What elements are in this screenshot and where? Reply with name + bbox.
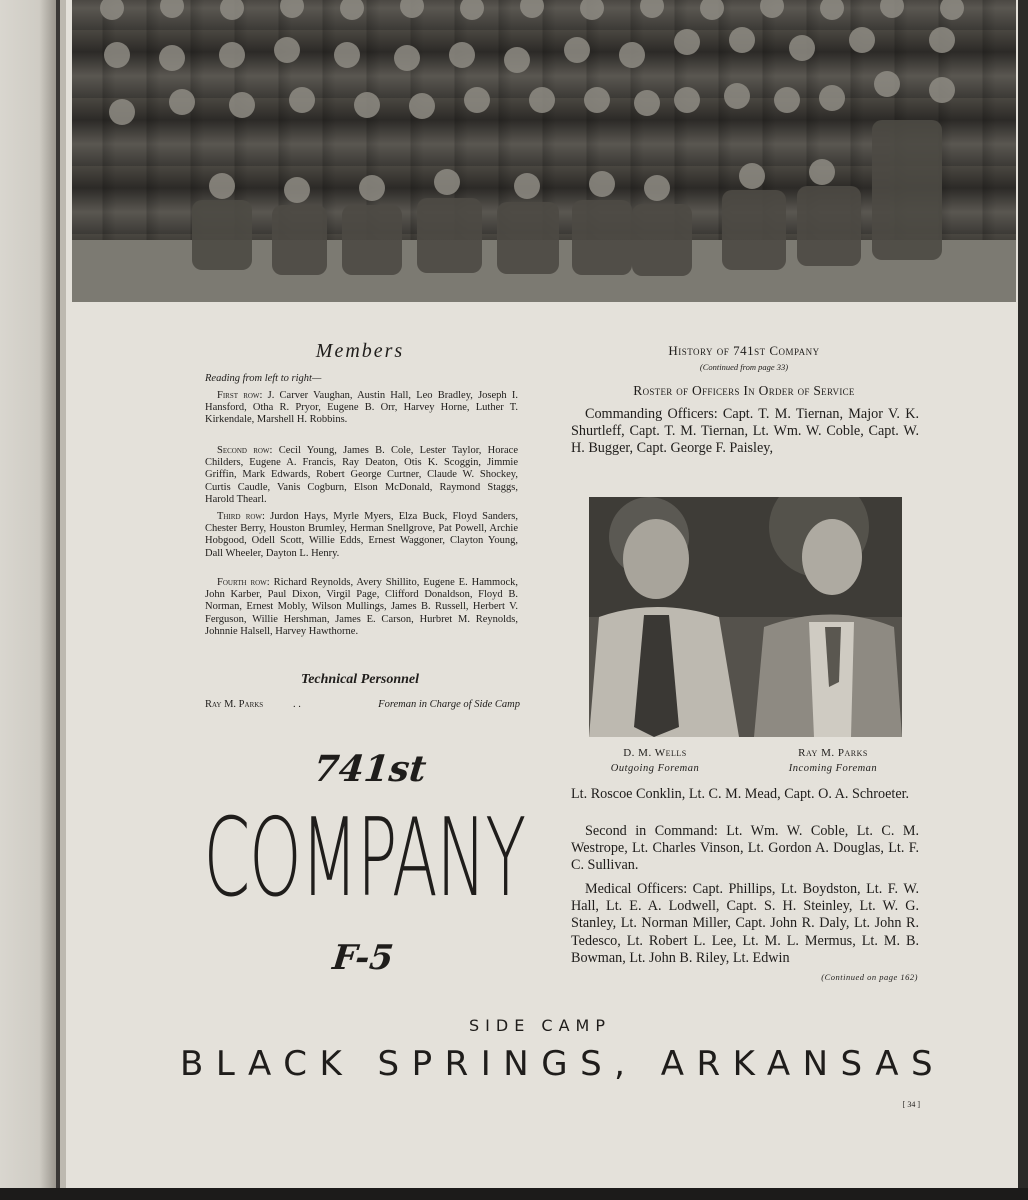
leader-dots: . . <box>293 699 301 710</box>
second-row-label: Second row: <box>217 445 273 456</box>
third-row-text: Jurdon Hays, Myrle Myers, Elza Buck, Floyd Sanders, Chester Berry, Houston Brumley, Herman Snellgrove, Pat Powell, Archie Hobgood, Odell Scott, Willie Edds, Ernest Waggoner, Clayton Young, Dall Wheeler, Dayton L. Henry. <box>205 511 519 559</box>
right-foreman-name: Ray M. Parks <box>798 747 868 759</box>
first-row-label: First row: <box>217 390 263 401</box>
history-title: History of 741st Company <box>668 343 820 358</box>
continued-from-note: (Continued from page 33) <box>699 362 789 372</box>
group-photograph <box>72 0 1016 302</box>
foremen-photo-figures <box>589 497 902 737</box>
first-row-names <box>205 390 518 427</box>
group-photo-figures <box>72 0 1016 302</box>
fourth-row-label: Fourth row: <box>217 577 270 588</box>
roster-title: Roster of Officers In Order of Service <box>633 383 855 398</box>
medical-officers-paragraph <box>571 881 919 967</box>
side-camp-label: SIDE CAMP <box>469 1016 611 1035</box>
company-number: 741st <box>311 748 429 790</box>
foreman-role: Foreman in Charge of Side Camp <box>378 699 520 710</box>
fourth-row-text: Richard Reynolds, Avery Shillito, Eugene E. Hammock, John Karber, Paul Dixon, Virgil Page, Clifford Donaldson, Floyd B. Norman, Ernest Mobly, Wilson Mullings, James B. Russell, Herbert V. Ferguson, Willie Hershman, James E. Carson, Hurbret M. Reynolds, Johnnie Halsell, Harvey Hawthorne. <box>205 577 518 637</box>
page-number: [ 34 ] <box>902 1100 920 1109</box>
left-foreman-role: Outgoing Foreman <box>610 763 700 774</box>
second-row-names <box>205 445 518 506</box>
second-row-text: Cecil Young, James B. Cole, Lester Taylor, Horace Childers, Eugene A. Francis, Ray Deaton, Otis K. Scoggin, Jimmie Griffin, Mark Edwards, Robert George Curtner, Claude W. Shockey, Curtis Caudle, Vanis Cogburn, Elson McDonald, Raymond Staggs, Harold Thearl. <box>205 445 518 505</box>
row-back-heads <box>100 0 964 20</box>
commanding-officers-paragraph <box>571 406 919 458</box>
bottom-edge <box>0 1188 1028 1200</box>
fourth-row-names <box>205 577 518 638</box>
commanding-officers-continued-text: Lt. Roscoe Conklin, Lt. C. M. Mead, Capt. O. A. Schroeter. <box>571 786 910 802</box>
continued-on-note: (Continued on page 162) <box>821 972 918 982</box>
first-row-text: J. Carver Vaughan, Austin Hall, Leo Bradley, Joseph I. Hansford, Otha R. Pryor, Eugene B. Orr, Harvey Horne, Luther T. Kirkendale, Marshell H. Robbins. <box>205 390 518 426</box>
left-foreman-name: D. M. Wells <box>623 747 687 759</box>
right-foreman-role: Incoming Foreman <box>788 763 878 774</box>
technical-personnel-title: Technical Personnel <box>300 672 420 687</box>
company-word: COMPANY <box>203 796 525 921</box>
foremen-photograph <box>589 497 902 737</box>
foreman-name: Ray M. Parks <box>205 699 264 710</box>
second-in-command-paragraph <box>571 823 919 875</box>
medical-officers-text: Medical Officers: Capt. Phillips, Lt. Boydston, Lt. F. W. Hall, Lt. E. A. Lodwell, Capt. S. H. Steinley, Lt. W. G. Stanley, Lt. Norman Miller, Capt. John R. Daly, Lt. John R. Tedesco, Lt. Robert L. Lee, Lt. M. L. Mermus, Lt. M. B. Bowman, Lt. John B. Riley, Lt. Edwin <box>571 881 919 966</box>
previous-page-edge <box>0 0 56 1200</box>
third-row-names <box>205 511 518 560</box>
commanding-officers-text: Commanding Officers: Capt. T. M. Tiernan, Major V. K. Shurtleff, Capt. T. M. Tiernan, Lt. Wm. W. Coble, Capt. W. H. Bugger, Capt. George F. Paisley, <box>571 406 919 457</box>
row-second-heads <box>104 27 955 73</box>
members-title: Members <box>315 340 405 362</box>
row-third-heads <box>109 71 955 125</box>
right-binding-edge <box>1018 0 1028 1200</box>
third-row-label: Third row: <box>217 511 265 522</box>
company-code: F-5 <box>330 938 396 978</box>
reading-order-note: Reading from left to right— <box>205 373 322 384</box>
commanding-officers-continued <box>571 786 919 803</box>
technical-personnel-entry <box>205 699 520 710</box>
location-heading: BLACK SPRINGS, ARKANSAS <box>180 1044 946 1084</box>
second-in-command-text: Second in Command: Lt. Wm. W. Coble, Lt. C. M. Westrope, Lt. Charles Vinson, Lt. Gordon A. Douglas, Lt. F. C. Sullivan. <box>571 823 919 874</box>
